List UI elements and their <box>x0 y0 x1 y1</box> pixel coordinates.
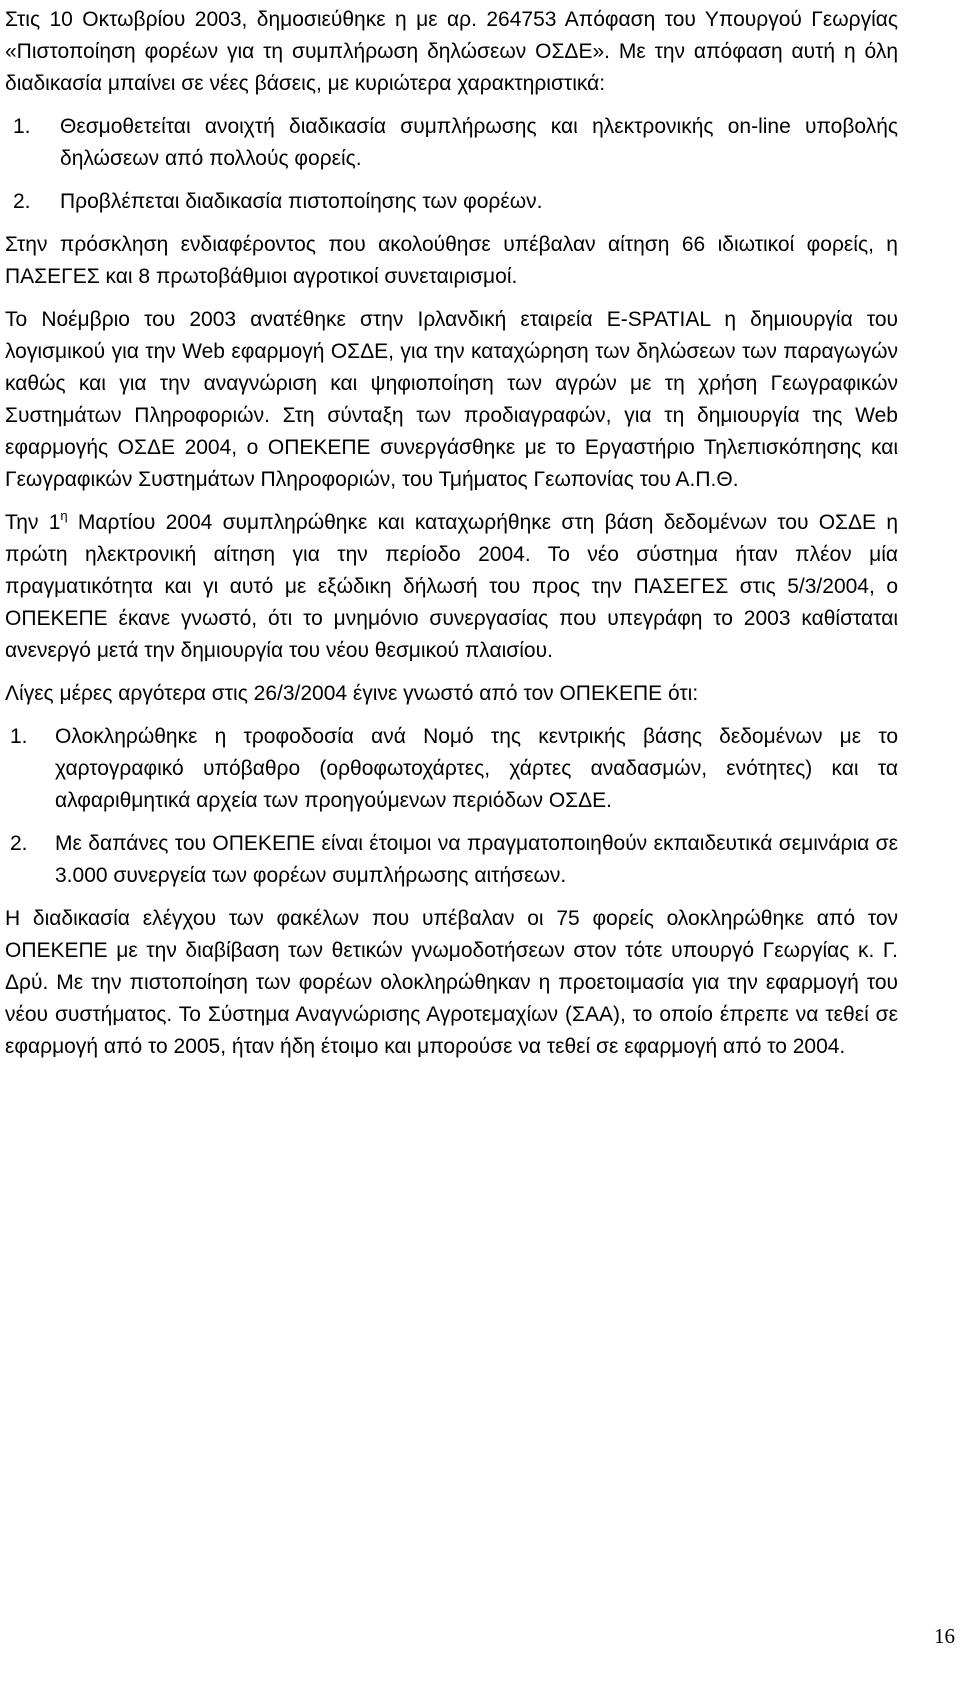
list-text: Θεσμοθετείται ανοιχτή διαδικασία συμπλήρωσης και ηλεκτρονικής on-line υποβολής δηλώσεων από πολλούς φορείς. <box>60 115 898 170</box>
list-item <box>5 721 898 817</box>
list-number: 1. <box>10 725 28 748</box>
list-item <box>5 111 898 175</box>
paragraph-few-days: Λίγες μέρες αργότερα στις 26/3/2004 έγινε γνωστό από τον ΟΠΕΚΕΠΕ ότι: <box>5 682 699 705</box>
list-number: 2. <box>13 190 31 213</box>
numbered-list-announcements <box>5 721 898 892</box>
list-number: 2. <box>10 832 28 855</box>
list-text: Ολοκληρώθηκε η τροφοδοσία ανά Νομό της κεντρικής βάσης δεδομένων με το χαρτογραφικό υπόβαθρο (ορθοφωτοχάρτες, χάρτες αναδασμών, ενότητες) και τα αλφαριθμητικά αρχεία των προηγούμενων περιόδων ΟΣΔΕ. <box>55 725 898 812</box>
paragraph-invitation: Στην πρόσκληση ενδιαφέροντος που ακολούθησε υπέβαλαν αίτηση 66 ιδιωτικοί φορείς, η ΠΑΣΕΓΕΣ και 8 πρωτοβάθμιοι αγροτικοί συνεταιρισμοί. <box>5 233 898 288</box>
document-page <box>5 4 898 1063</box>
numbered-list-characteristics <box>5 111 898 218</box>
list-text: Με δαπάνες του ΟΠΕΚΕΠΕ είναι έτοιμοι να πραγματοποιηθούν εκπαιδευτικά σεμινάρια σε 3.000 συνεργεία των φορέων συμπλήρωσης αιτήσεων. <box>55 832 898 887</box>
march-text-rest: Μαρτίου 2004 συμπληρώθηκε και καταχωρήθηκε στη βάση δεδομένων του ΟΣΔΕ η πρώτη ηλεκτρονική αίτηση για την περίοδο 2004. Το νέο σύστημα ήταν πλέον μία πραγματικότητα και γι αυτό με εξώδικη δήλωσή του προς την ΠΑΣΕΓΕΣ στις 5/3/2004, ο ΟΠΕΚΕΠΕ έκανε γνωστό, ότι το μνημόνιο συνεργασίας που υπεγράφη το 2003 καθίσταται ανενεργό μετά την δημιουργία του νέου θεσμικού πλαισίου. <box>5 511 898 662</box>
page-number: 16 <box>934 1624 955 1648</box>
list-text: Προβλέπεται διαδικασία πιστοποίησης των φορέων. <box>60 190 543 213</box>
paragraph-intro: Στις 10 Οκτωβρίου 2003, δημοσιεύθηκε η με αρ. 264753 Απόφαση του Υπουργού Γεωργίας «Πιστοποίηση φορέων για τη συμπλήρωση δηλώσεων ΟΣΔΕ». Με την απόφαση αυτή η όλη διαδικασία μπαίνει σε νέες βάσεις, με κυριώτερα χαρακτηριστικά: <box>5 8 898 95</box>
list-number: 1. <box>13 115 31 138</box>
list-item <box>5 186 898 218</box>
paragraph-november: Το Νοέμβριο του 2003 ανατέθηκε στην Ιρλανδική εταιρεία E-SPATIAL η δημιουργία του λογισμικού για την Web εφαρμογή ΟΣΔΕ, για την καταχώρηση των δηλώσεων των παραγωγών καθώς και για την αναγνώριση και ψηφιοποίηση των αγρών με τη χρήση Γεωγραφικών Συστημάτων Πληροφοριών. Στη σύνταξη των προδιαγραφών, για τη δημιουργία της Web εφαρμογής ΟΣΔΕ 2004, ο ΟΠΕΚΕΠΕ συνεργάσθηκε με το Εργαστήριο Τηλεπισκόπησης και Γεωγραφικών Συστημάτων Πληροφοριών, του Τμήματος Γεωπονίας του Α.Π.Θ. <box>5 308 898 491</box>
paragraph-march <box>5 507 898 667</box>
list-item <box>5 828 898 892</box>
ordinal-superscript: η <box>60 508 68 523</box>
march-text-start: Την 1 <box>5 511 61 534</box>
paragraph-control: Η διαδικασία ελέγχου των φακέλων που υπέβαλαν οι 75 φορείς ολοκληρώθηκε από τον ΟΠΕΚΕΠΕ με την διαβίβαση των θετικών γνωμοδοτήσεων στον τότε υπουργό Γεωργίας κ. Γ. Δρύ. Με την πιστοποίηση των φορέων ολοκληρώθηκαν η προετοιμασία για την εφαρμογή του νέου συστήματος. Το Σύστημα Αναγνώρισης Αγροτεμαχίων (ΣΑΑ), το οποίο έπρεπε να τεθεί σε εφαρμογή από το 2005, ήταν ήδη έτοιμο και μπορούσε να τεθεί σε εφαρμογή από το 2004. <box>5 907 898 1058</box>
